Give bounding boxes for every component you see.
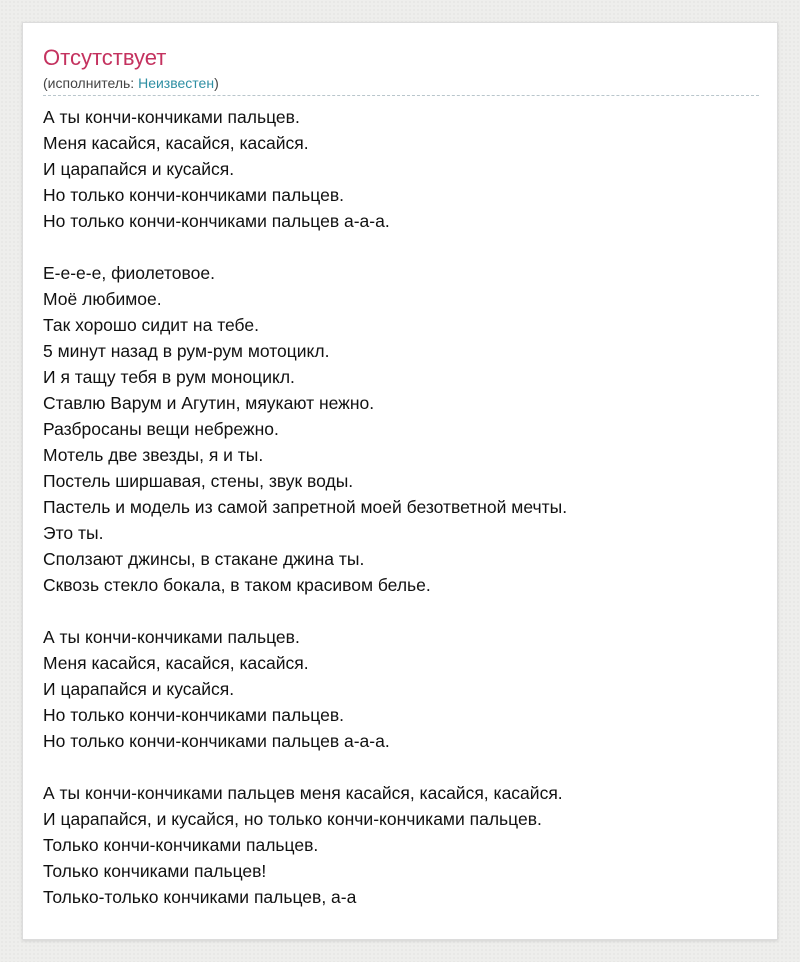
song-header [43, 43, 759, 96]
stanza-gap [43, 754, 759, 780]
lyric-line: Только кончи-кончиками пальцев. [43, 835, 319, 855]
lyric-line: И царапайся и кусайся. [43, 679, 235, 699]
lyric-line: Постель ширшавая, стены, звук воды. [43, 471, 354, 491]
lyric-line: А ты кончи-кончиками пальцев. [43, 107, 300, 127]
stanza-gap [43, 598, 759, 624]
lyric-line: Меня касайся, касайся, касайся. [43, 653, 309, 673]
lyric-line: И я тащу тебя в рум моноцикл. [43, 367, 295, 387]
lyric-line: Но только кончи-кончиками пальцев. [43, 705, 344, 725]
lyric-line: Мотель две звезды, я и ты. [43, 445, 264, 465]
lyric-line: Только-только кончиками пальцев, а-а [43, 887, 357, 907]
lyric-line: Это ты. [43, 523, 104, 543]
lyric-line: Но только кончи-кончиками пальцев а-а-а. [43, 731, 390, 751]
lyric-line: Меня касайся, касайся, касайся. [43, 133, 309, 153]
lyric-line: Моё любимое. [43, 289, 162, 309]
lyric-line: Только кончиками пальцев! [43, 861, 267, 881]
lyric-line: Ставлю Варум и Агутин, мяукают нежно. [43, 393, 375, 413]
lyric-line: Но только кончи-кончиками пальцев. [43, 185, 344, 205]
artist-suffix: ) [214, 75, 219, 91]
lyric-line: И царапайся, и кусайся, но только кончи-кончиками пальцев. [43, 809, 542, 829]
lyric-line: Пастель и модель из самой запретной моей безответной мечты. [43, 497, 568, 517]
lyric-line: 5 минут назад в рум-рум мотоцикл. [43, 341, 330, 361]
artist-link[interactable]: Неизвестен [138, 75, 215, 91]
lyric-line: Е-е-е-е, фиолетовое. [43, 263, 215, 283]
lyric-line: Сползают джинсы, в стакане джина ты. [43, 549, 365, 569]
lyric-line: Но только кончи-кончиками пальцев а-а-а. [43, 211, 390, 231]
lyrics-card [22, 22, 778, 940]
artist-prefix: (исполнитель: [43, 75, 139, 91]
song-title: Отсутствует [43, 45, 167, 70]
lyric-line: А ты кончи-кончиками пальцев меня касайся, касайся, касайся. [43, 783, 563, 803]
lyric-line: А ты кончи-кончиками пальцев. [43, 627, 300, 647]
stanza-gap [43, 234, 759, 260]
artist-line [43, 74, 219, 92]
lyrics-body [43, 104, 759, 910]
lyric-line: Сквозь стекло бокала, в таком красивом белье. [43, 575, 431, 595]
lyric-line: Разбросаны вещи небрежно. [43, 419, 279, 439]
lyric-line: И царапайся и кусайся. [43, 159, 235, 179]
lyric-line: Так хорошо сидит на тебе. [43, 315, 259, 335]
